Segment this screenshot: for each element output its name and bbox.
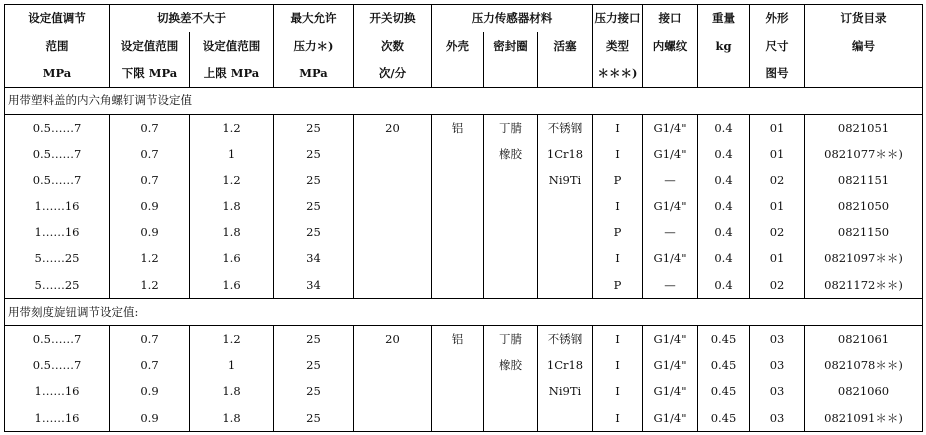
table-cell bbox=[538, 272, 593, 299]
table-cell: 1.2 bbox=[190, 114, 274, 141]
table-cell: 0821150 bbox=[805, 220, 923, 246]
table-cell: 1.8 bbox=[190, 405, 274, 432]
table-cell: 丁腈 bbox=[484, 326, 538, 353]
header-cell bbox=[484, 59, 538, 87]
table-cell bbox=[432, 405, 484, 432]
table-cell bbox=[484, 379, 538, 405]
table-cell: I bbox=[593, 246, 643, 272]
table-row bbox=[5, 114, 923, 141]
table-cell bbox=[354, 167, 432, 193]
table-cell: 0.5……7 bbox=[5, 167, 110, 193]
table-cell: P bbox=[593, 220, 643, 246]
table-cell: P bbox=[593, 272, 643, 299]
table-cell: 橡胶 bbox=[484, 352, 538, 378]
table-cell: G1/4" bbox=[643, 246, 698, 272]
table-cell: 0821091＊＊) bbox=[805, 405, 923, 432]
header-cell: kg bbox=[698, 32, 750, 59]
table-cell: G1/4" bbox=[643, 141, 698, 167]
table-cell: I bbox=[593, 114, 643, 141]
header-cell: 切换差不大于 bbox=[110, 5, 274, 33]
header-cell: 编号 bbox=[805, 32, 923, 59]
table-cell: 03 bbox=[750, 379, 805, 405]
table-cell bbox=[484, 220, 538, 246]
table-row bbox=[5, 220, 923, 246]
table-cell: 0.9 bbox=[110, 405, 190, 432]
table-cell: 25 bbox=[274, 326, 354, 353]
header-cell: 最大允许 bbox=[274, 5, 354, 33]
header-cell: 密封圈 bbox=[484, 32, 538, 59]
table-cell: 1Cr18 bbox=[538, 352, 593, 378]
header-cell: 尺寸 bbox=[750, 32, 805, 59]
table-cell: 01 bbox=[750, 193, 805, 219]
table-cell: 01 bbox=[750, 246, 805, 272]
header-cell: MPa bbox=[5, 59, 110, 87]
table-row bbox=[5, 326, 923, 353]
table-cell: 34 bbox=[274, 246, 354, 272]
table-cell: 5……25 bbox=[5, 272, 110, 299]
table-cell: 1……16 bbox=[5, 405, 110, 432]
table-cell: 03 bbox=[750, 352, 805, 378]
header-cell: 次/分 bbox=[354, 59, 432, 87]
table-cell: 0.5……7 bbox=[5, 352, 110, 378]
table-cell: 0.5……7 bbox=[5, 326, 110, 353]
table-cell: 0821061 bbox=[805, 326, 923, 353]
table-cell: 1.6 bbox=[190, 272, 274, 299]
table-row bbox=[5, 352, 923, 378]
header-cell: 活塞 bbox=[538, 32, 593, 59]
table-cell bbox=[484, 405, 538, 432]
table-cell: Ni9Ti bbox=[538, 379, 593, 405]
header-cell bbox=[805, 59, 923, 87]
spec-table-body bbox=[5, 5, 923, 432]
table-cell: 0.45 bbox=[698, 379, 750, 405]
table-cell: 0.4 bbox=[698, 220, 750, 246]
header-cell: MPa bbox=[274, 59, 354, 87]
table-cell bbox=[354, 405, 432, 432]
section-title-row bbox=[5, 87, 923, 114]
table-cell: 02 bbox=[750, 272, 805, 299]
table-cell: 0.9 bbox=[110, 220, 190, 246]
table-cell: 02 bbox=[750, 167, 805, 193]
table-cell: 1Cr18 bbox=[538, 141, 593, 167]
table-cell: 03 bbox=[750, 326, 805, 353]
table-cell bbox=[432, 220, 484, 246]
table-cell: I bbox=[593, 193, 643, 219]
table-cell bbox=[432, 246, 484, 272]
table-cell: 0.7 bbox=[110, 167, 190, 193]
table-cell: 1.2 bbox=[190, 167, 274, 193]
table-cell bbox=[538, 405, 593, 432]
header-cell: 图号 bbox=[750, 59, 805, 87]
header-row-1 bbox=[5, 5, 923, 33]
table-cell bbox=[432, 167, 484, 193]
table-cell: — bbox=[643, 167, 698, 193]
table-cell bbox=[484, 246, 538, 272]
table-cell bbox=[354, 220, 432, 246]
table-cell bbox=[354, 352, 432, 378]
table-cell: 25 bbox=[274, 379, 354, 405]
section-title: 用带刻度旋钮调节设定值: bbox=[5, 299, 923, 326]
header-row-2 bbox=[5, 32, 923, 59]
table-cell bbox=[354, 272, 432, 299]
table-cell bbox=[432, 193, 484, 219]
table-cell: 0.5……7 bbox=[5, 114, 110, 141]
table-cell: 0821097＊＊) bbox=[805, 246, 923, 272]
table-cell: 1.2 bbox=[110, 272, 190, 299]
table-cell: 0.5……7 bbox=[5, 141, 110, 167]
spec-table bbox=[4, 4, 923, 432]
table-cell: 20 bbox=[354, 114, 432, 141]
table-cell: 0821172＊＊) bbox=[805, 272, 923, 299]
table-cell: 1.8 bbox=[190, 379, 274, 405]
header-cell: 压力接口 bbox=[593, 5, 643, 33]
table-cell: 0.45 bbox=[698, 405, 750, 432]
table-cell: I bbox=[593, 405, 643, 432]
table-cell: G1/4" bbox=[643, 193, 698, 219]
header-cell: 次数 bbox=[354, 32, 432, 59]
table-cell: 0.9 bbox=[110, 379, 190, 405]
header-row-3 bbox=[5, 59, 923, 87]
header-cell: 压力＊) bbox=[274, 32, 354, 59]
table-cell: — bbox=[643, 220, 698, 246]
table-cell: 02 bbox=[750, 220, 805, 246]
table-cell: 25 bbox=[274, 220, 354, 246]
table-cell: G1/4" bbox=[643, 326, 698, 353]
table-cell: 0821151 bbox=[805, 167, 923, 193]
table-cell: 0821060 bbox=[805, 379, 923, 405]
table-cell: 25 bbox=[274, 352, 354, 378]
header-cell bbox=[643, 59, 698, 87]
table-cell bbox=[484, 193, 538, 219]
table-cell: 03 bbox=[750, 405, 805, 432]
table-cell: 0.4 bbox=[698, 193, 750, 219]
header-cell: 下限 MPa bbox=[110, 59, 190, 87]
table-cell: 0821050 bbox=[805, 193, 923, 219]
table-cell: I bbox=[593, 352, 643, 378]
table-cell: 01 bbox=[750, 114, 805, 141]
table-cell: I bbox=[593, 379, 643, 405]
table-cell: 0821078＊＊) bbox=[805, 352, 923, 378]
section-title: 用带塑料盖的内六角螺钉调节设定值 bbox=[5, 87, 923, 114]
table-cell bbox=[538, 220, 593, 246]
header-cell: ＊＊＊) bbox=[593, 59, 643, 87]
table-cell bbox=[538, 246, 593, 272]
table-cell: 1.2 bbox=[190, 326, 274, 353]
table-cell: — bbox=[643, 272, 698, 299]
table-cell: 0.45 bbox=[698, 326, 750, 353]
table-row bbox=[5, 379, 923, 405]
table-cell: G1/4" bbox=[643, 379, 698, 405]
table-cell: 25 bbox=[274, 167, 354, 193]
table-cell: 0.4 bbox=[698, 272, 750, 299]
table-row bbox=[5, 272, 923, 299]
table-cell: 0.4 bbox=[698, 141, 750, 167]
table-cell: 20 bbox=[354, 326, 432, 353]
table-cell: 0.7 bbox=[110, 141, 190, 167]
header-cell: 接口 bbox=[643, 5, 698, 33]
table-row bbox=[5, 141, 923, 167]
table-cell bbox=[432, 352, 484, 378]
table-cell: 1……16 bbox=[5, 220, 110, 246]
header-cell bbox=[698, 59, 750, 87]
table-cell: 0.9 bbox=[110, 193, 190, 219]
table-cell: 1 bbox=[190, 141, 274, 167]
table-cell: 0821077＊＊) bbox=[805, 141, 923, 167]
table-cell: P bbox=[593, 167, 643, 193]
header-cell: 开关切换 bbox=[354, 5, 432, 33]
table-cell: 0.4 bbox=[698, 246, 750, 272]
table-cell bbox=[354, 379, 432, 405]
table-cell bbox=[354, 246, 432, 272]
table-cell: I bbox=[593, 326, 643, 353]
header-cell: 订货目录 bbox=[805, 5, 923, 33]
table-cell bbox=[354, 193, 432, 219]
table-cell: 铝 bbox=[432, 326, 484, 353]
header-cell: 设定值范围 bbox=[190, 32, 274, 59]
table-cell: 丁腈 bbox=[484, 114, 538, 141]
header-cell bbox=[538, 59, 593, 87]
table-cell: 1.8 bbox=[190, 220, 274, 246]
header-cell: 重量 bbox=[698, 5, 750, 33]
table-cell: 25 bbox=[274, 405, 354, 432]
header-cell: 外形 bbox=[750, 5, 805, 33]
table-row bbox=[5, 246, 923, 272]
table-row bbox=[5, 193, 923, 219]
header-cell: 内螺纹 bbox=[643, 32, 698, 59]
header-cell: 压力传感器材料 bbox=[432, 5, 593, 33]
table-cell: 0.4 bbox=[698, 167, 750, 193]
table-cell: 0.7 bbox=[110, 114, 190, 141]
table-cell: 橡胶 bbox=[484, 141, 538, 167]
table-cell: 1 bbox=[190, 352, 274, 378]
table-cell: G1/4" bbox=[643, 405, 698, 432]
table-cell: 不锈钢 bbox=[538, 326, 593, 353]
table-cell: Ni9Ti bbox=[538, 167, 593, 193]
table-cell: 0.7 bbox=[110, 326, 190, 353]
table-cell bbox=[484, 167, 538, 193]
table-cell: 1.6 bbox=[190, 246, 274, 272]
table-cell bbox=[538, 193, 593, 219]
table-cell: 0821051 bbox=[805, 114, 923, 141]
section-title-row bbox=[5, 299, 923, 326]
table-cell: 1……16 bbox=[5, 193, 110, 219]
table-cell: 01 bbox=[750, 141, 805, 167]
table-cell: 0.7 bbox=[110, 352, 190, 378]
header-cell: 设定值范围 bbox=[110, 32, 190, 59]
table-cell: 1.2 bbox=[110, 246, 190, 272]
header-cell: 范围 bbox=[5, 32, 110, 59]
table-cell: 34 bbox=[274, 272, 354, 299]
table-cell: 0.4 bbox=[698, 114, 750, 141]
table-cell: 25 bbox=[274, 193, 354, 219]
table-cell: I bbox=[593, 141, 643, 167]
table-cell: G1/4" bbox=[643, 352, 698, 378]
table-cell: 25 bbox=[274, 141, 354, 167]
header-cell: 外壳 bbox=[432, 32, 484, 59]
table-cell: 25 bbox=[274, 114, 354, 141]
table-cell bbox=[432, 141, 484, 167]
table-cell bbox=[354, 141, 432, 167]
table-row bbox=[5, 167, 923, 193]
table-cell: 5……25 bbox=[5, 246, 110, 272]
header-cell: 上限 MPa bbox=[190, 59, 274, 87]
table-cell: 1.8 bbox=[190, 193, 274, 219]
table-cell: 不锈钢 bbox=[538, 114, 593, 141]
table-cell: 1……16 bbox=[5, 379, 110, 405]
table-cell bbox=[484, 272, 538, 299]
table-cell: 铝 bbox=[432, 114, 484, 141]
header-cell: 设定值调节 bbox=[5, 5, 110, 33]
header-cell: 类型 bbox=[593, 32, 643, 59]
table-row bbox=[5, 405, 923, 432]
table-cell bbox=[432, 379, 484, 405]
table-cell bbox=[432, 272, 484, 299]
table-cell: 0.45 bbox=[698, 352, 750, 378]
table-cell: G1/4" bbox=[643, 114, 698, 141]
header-cell bbox=[432, 59, 484, 87]
